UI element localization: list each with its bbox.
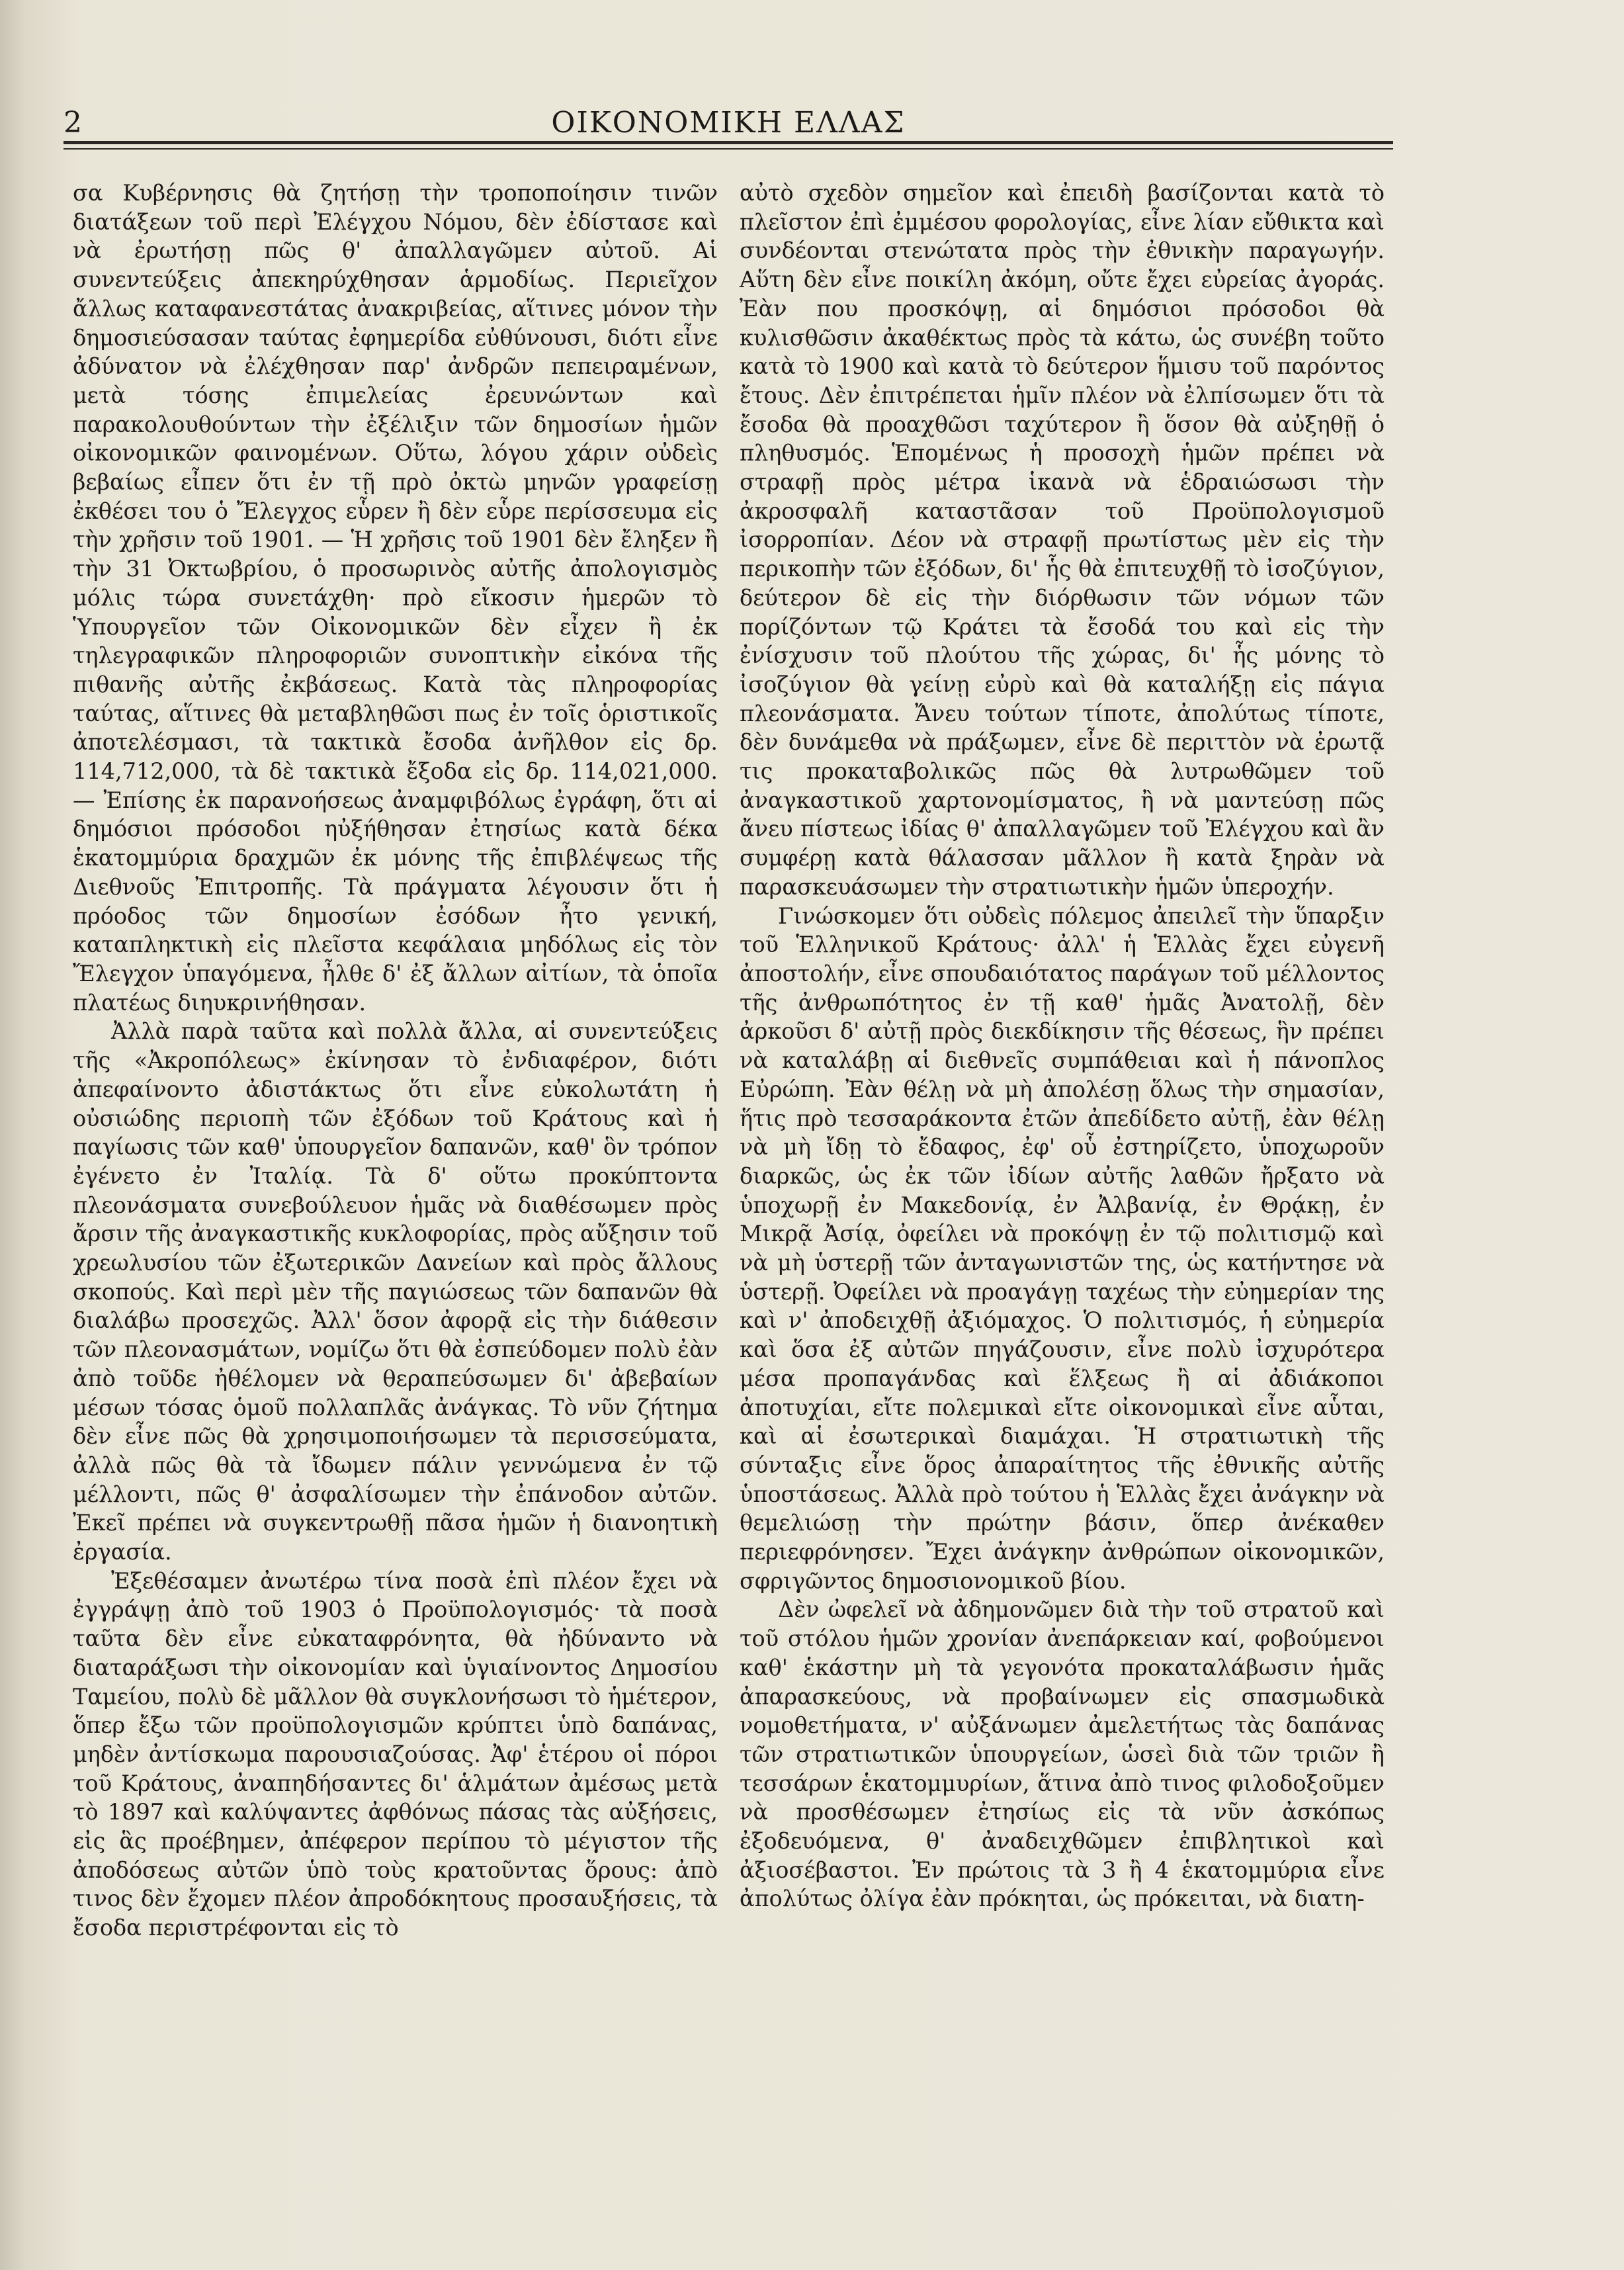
paragraph: Ἀλλὰ παρὰ ταῦτα καὶ πολλὰ ἄλλα, αἱ συνεντεύξεις τῆς «Ἀκροπόλεως» ἐκίνησαν τὸ ἐνδιαφέρον, διότι ἀπεφαίνοντο ἀδιστάκτως ὅτι εἶνε εὐκολωτάτη ἡ οὐσιώδης περιοπὴ τῶν ἐξόδων τοῦ Κράτους καὶ ἡ παγίωσις τῶν καθ' ὑπουργεῖον δαπανῶν, καθ' ὃν τρόπον ἐγένετο ἐν Ἰταλίᾳ. Τὰ δ' οὕτω προκύπτοντα πλεονάσματα συνεβούλευον ἡμᾶς νὰ διαθέσωμεν πρὸς ἄρσιν τῆς ἀναγκαστικῆς κυκλοφορίας, πρὸς αὔξησιν τοῦ χρεωλυσίου τῶν ἐξωτερικῶν Δανείων καὶ πρὸς ἄλλους σκοπούς. Καὶ περὶ μὲν τῆς παγιώσεως τῶν δαπανῶν θὰ διαλάβω προσεχῶς. Ἀλλ' ὅσον ἀφορᾷ εἰς τὴν διάθεσιν τῶν πλεονασμάτων, νομίζω ὅτι θὰ ἐσπεύδομεν πολὺ ἐὰν ἀπὸ τοῦδε ἠθέλομεν νὰ θεραπεύσωμεν δι' ἀβεβαίων μέσων τόσας ὁμοῦ πολλαπλᾶς ἀνάγκας. Τὸ νῦν ζήτημα δὲν εἶνε πῶς θὰ χρησιμοποιήσωμεν τὰ περισσεύματα, ἀλλὰ πῶς θὰ τὰ ἴδωμεν πάλιν γεννώμενα ἐν τῷ μέλλοντι, πῶς θ' ἀσφαλίσωμεν τὴν ἐπάνοδον αὐτῶν. Ἐκεῖ πρέπει νὰ συγκεντρωθῇ πᾶσα ἡμῶν ἡ διανοητικὴ ἐργασία. bbox=[73, 1018, 718, 1565]
header-rule-thin bbox=[64, 148, 1393, 150]
page-number: 2 bbox=[64, 106, 82, 140]
right-column bbox=[740, 179, 1385, 1913]
paragraph: αὐτὸ σχεδὸν σημεῖον καὶ ἐπειδὴ βασίζονται κατὰ τὸ πλεῖστον ἐπὶ ἐμμέσου φορολογίας, εἶνε λίαν εὔθικτα καὶ συνδέονται στενώτατα πρὸς τὴν ἐθνικὴν παραγωγήν. Αὕτη δὲν εἶνε ποικίλη ἀκόμη, οὔτε ἔχει εὐρείας ἀγοράς. Ἐὰν που προσκόψῃ, αἱ δημόσιοι πρόσοδοι θὰ κυλισθῶσιν ἀκαθέκτως πρὸς τὰ κάτω, ὡς συνέβη τοῦτο κατὰ τὸ 1900 καὶ κατὰ τὸ δεύτερον ἥμισυ τοῦ παρόντος ἔτους. Δὲν ἐπιτρέπεται ἡμῖν πλέον νὰ ἐλπίσωμεν ὅτι τὰ ἔσοδα θὰ προαχθῶσι ταχύτερον ἢ ὅσον θὰ αὐξηθῇ ὁ πληθυσμός. Ἑπομένως ἡ προσοχὴ ἡμῶν πρέπει νὰ στραφῇ πρὸς μέτρα ἱκανὰ νὰ ἑδραιώσωσι τὴν ἀκροσφαλῆ καταστᾶσαν τοῦ Προϋπολογισμοῦ ἰσορροπίαν. Δέον νὰ στραφῇ πρωτίστως μὲν εἰς τὴν περικοπὴν τῶν ἐξόδων, δι' ἧς θὰ ἐπιτευχθῇ τὸ ἰσοζύγιον, δεύτερον δὲ εἰς τὴν διόρθωσιν τῶν νόμων τῶν πορίζόντων τῷ Κράτει τὰ ἔσοδά του καὶ εἰς τὴν ἐνίσχυσιν τοῦ πλούτου τῆς χώρας, δι' ἧς μόνης τὸ ἰσοζύγιον θὰ γείνῃ εὐρὺ καὶ θὰ καταλήξῃ εἰς πάγια πλεονάσματα. Ἄνευ τούτων τίποτε, ἀπολύτως τίποτε, δὲν δυνάμεθα νὰ πράξωμεν, εἶνε δὲ περιττὸν νὰ ἐρωτᾷ τις προκαταβολικῶς πῶς θὰ λυτρωθῶμεν τοῦ ἀναγκαστικοῦ χαρτονομίσματος, ἢ νὰ μαντεύσῃ πῶς ἄνευ πίστεως ἰδίας θ' ἀπαλλαγῶμεν τοῦ Ἐλέγχου καὶ ἂν συμφέρῃ κατὰ θάλασσαν μᾶλλον ἢ κατὰ ξηρὰν νὰ παρασκευάσωμεν τὴν στρατιωτικὴν ἡμῶν ὑπεροχήν. bbox=[740, 180, 1385, 900]
paragraph: σα Κυβέρνησις θὰ ζητήσῃ τὴν τροποποίησιν τινῶν διατάξεων τοῦ περὶ Ἐλέγχου Νόμου, δὲν ἐδίστασε καὶ νὰ ἐρωτήσῃ πῶς θ' ἀπαλλαγῶμεν αὐτοῦ. Αἱ συνεντεύξεις ἀπεκηρύχθησαν ἁρμοδίως. Περιεῖχον ἄλλως καταφανεστάτας ἀνακριβείας, αἵτινες μόνον τὴν δημοσιεύσασαν ταύτας ἐφημερίδα εὐθύνουσι, διότι εἶνε ἀδύνατον νὰ ἐλέχθησαν παρ' ἀνδρῶν πεπειραμένων, μετὰ τόσης ἐπιμελείας ἐρευνώντων καὶ παρακολουθούντων τὴν ἐξέλιξιν τῶν δημοσίων ἡμῶν οἰκονομικῶν φαινομένων. Οὕτω, λόγου χάριν οὐδεὶς βεβαίως εἶπεν ὅτι ἐν τῇ πρὸ ὀκτὼ μηνῶν γραφείσῃ ἐκθέσει του ὁ Ἔλεγχος εὗρεν ἢ δὲν εὗρε περίσσευμα εἰς τὴν χρῆσιν τοῦ 1901. — Ἡ χρῆσις τοῦ 1901 δὲν ἔληξεν ἢ τὴν 31 Ὀκτωβρίου, ὁ προσωρινὸς αὐτῆς ἀπολογισμὸς μόλις τώρα συνετάχθη· πρὸ εἴκοσιν ἡμερῶν τὸ Ὑπουργεῖον τῶν Οἰκονομικῶν δὲν εἶχεν ἢ ἐκ τηλεγραφικῶν πληροφοριῶν συνοπτικὴν εἰκόνα τῆς πιθανῆς αὐτῆς ἐκβάσεως. Κατὰ τὰς πληροφορίας ταύτας, αἵτινες θὰ μεταβληθῶσι πως ἐν τοῖς ὁριστικοῖς ἀποτελέσμασι, τὰ τακτικὰ ἔσοδα ἀνῆλθον εἰς δρ. 114,712,000, τὰ δὲ τακτικὰ ἔξοδα εἰς δρ. 114,021,000. — Ἐπίσης ἐκ παρανοήσεως ἀναμφιβόλως ἐγράφη, ὅτι αἱ δημόσιοι πρόσοδοι ηὐξήθησαν ἐτησίως κατὰ δέκα ἑκατομμύρια δραχμῶν ἐκ μόνης τῆς ἐπιβλέψεως τῆς Διεθνοῦς Ἐπιτροπῆς. Τὰ πράγματα λέγουσιν ὅτι ἡ πρόοδος τῶν δημοσίων ἐσόδων ἦτο γενική, καταπληκτικὴ εἰς πλεῖστα κεφάλαια μηδόλως εἰς τὸν Ἔλεγχον ὑπαγόμενα, ἦλθε δ' ἐξ ἄλλων αἰτίων, τὰ ὁποῖα πλατέως διηυκρινήθησαν. bbox=[73, 180, 718, 1016]
left-column bbox=[73, 179, 718, 1943]
running-title: ΟΙΚΟΝΟΜΙΚΗ ΕΛΛΑΣ bbox=[551, 106, 906, 140]
header-rule-thick bbox=[64, 141, 1393, 144]
paragraph: Ἐξεθέσαμεν ἀνωτέρω τίνα ποσὰ ἐπὶ πλέον ἔχει νὰ ἐγγράψῃ ἀπὸ τοῦ 1903 ὁ Προϋπολογισμός· τὰ ποσὰ ταῦτα δὲν εἶνε εὐκαταφρόνητα, θὰ ἠδύναντο νὰ διαταράξωσι τὴν οἰκονομίαν καὶ ὑγιαίνοντος Δημοσίου Ταμείου, πολὺ δὲ μᾶλλον θὰ συγκλονήσωσι τὸ ἡμέτερον, ὅπερ ἔξω τῶν προϋπολογισμῶν κρύπτει ὑπὸ δαπάνας, μηδὲν ἀντίσκωμα παρουσιαζούσας. Ἀφ' ἑτέρου οἱ πόροι τοῦ Κράτους, ἀναπηδήσαντες δι' ἁλμάτων ἀμέσως μετὰ τὸ 1897 καὶ καλύψαντες ἀφθόνως πάσας τὰς αὐξήσεις, εἰς ἃς προέβημεν, ἀπέφερον περίπου τὸ μέγιστον τῆς ἀποδόσεως αὐτῶν ὑπὸ τοὺς κρατοῦντας ὅρους: ἀπὸ τινος δὲν ἔχομεν πλέον ἀπροδόκητους προσαυξήσεις, τὰ ἔσοδα περιστρέφονται εἰς τὸ bbox=[73, 1567, 718, 1941]
paragraph: Δὲν ὠφελεῖ νὰ ἀδημονῶμεν διὰ τὴν τοῦ στρατοῦ καὶ τοῦ στόλου ἡμῶν χρονίαν ἀνεπάρκειαν καί, φοβούμενοι καθ' ἑκάστην μὴ τὰ γεγονότα προκαταλάβωσιν ἡμᾶς ἀπαρασκεύους, νὰ προβαίνωμεν εἰς σπασμωδικὰ νομοθετήματα, ν' αὐξάνωμεν ἀμελετήτως τὰς δαπάνας τῶν στρατιωτικῶν ὑπουργείων, ὡσεὶ διὰ τῶν τριῶν ἢ τεσσάρων ἑκατομμυρίων, ἅτινα ἀπὸ τινος φιλοδοξοῦμεν νὰ προσθέσωμεν ἐτησίως εἰς τὰ νῦν ἀσκόπως ἐξοδευόμενα, θ' ἀναδειχθῶμεν ἐπιβλητικοὶ καὶ ἀξιοσέβαστοι. Ἐν πρώτοις τὰ 3 ἢ 4 ἑκατομμύρια εἶνε ἀπολύτως ὀλίγα ἐὰν πρόκηται, ὡς πρόκειται, νὰ διατη- bbox=[740, 1596, 1385, 1912]
page-header bbox=[64, 99, 1393, 146]
paragraph: Γινώσκομεν ὅτι οὐδεὶς πόλεμος ἀπειλεῖ τὴν ὕπαρξιν τοῦ Ἑλληνικοῦ Κράτους· ἀλλ' ἡ Ἑλλὰς ἔχει εὐγενῆ ἀποστολήν, εἶνε σπουδαιότατος παράγων τοῦ μέλλοντος τῆς ἀνθρωπότητος ἐν τῇ καθ' ἡμᾶς Ἀνατολῇ, δὲν ἀρκοῦσι δ' αὐτῇ πρὸς διεκδίκησιν τῆς θέσεως, ἣν πρέπει νὰ καταλάβῃ αἱ διεθνεῖς συμπάθειαι καὶ ἡ πάνοπλος Εὐρώπη. Ἐὰν θέλῃ νὰ μὴ ἀπολέσῃ ὅλως τὴν σημασίαν, ἥτις πρὸ τεσσαράκοντα ἐτῶν ἀπεδίδετο αὐτῇ, ἐὰν θέλῃ νὰ μὴ ἴδῃ τὸ ἔδαφος, ἐφ' οὗ ἐστηρίζετο, ὑποχωροῦν διαρκῶς, ὡς ἐκ τῶν ἰδίων αὐτῆς λαθῶν ἤρξατο νὰ ὑποχωρῇ ἐν Μακεδονίᾳ, ἐν Ἀλβανίᾳ, ἐν Θρᾴκῃ, ἐν Μικρᾷ Ἀσίᾳ, ὀφείλει νὰ προκόψῃ ἐν τῷ πολιτισμῷ καὶ νὰ μὴ ὑστερῇ τῶν ἀνταγωνιστῶν της, ὡς κατήντησε νὰ ὑστερῇ. Ὀφείλει νὰ προαγάγῃ ταχέως τὴν εὐημερίαν της καὶ ν' ἀποδειχθῇ ἀξιόμαχος. Ὁ πολιτισμός, ἡ εὐημερία καὶ ὅσα ἐξ αὐτῶν πηγάζουσιν, εἶνε πολὺ ἰσχυρότερα μέσα προπαγάνδας καὶ ἕλξεως ἢ αἱ ἀδιάκοποι ἀποτυχίαι, εἴτε πολεμικαὶ εἴτε οἰκονομικαὶ εἶνε αὗται, καὶ αἱ ἐσωτερικαὶ διαμάχαι. Ἡ στρατιωτικὴ τῆς σύνταξις εἶνε ὅρος ἀπαραίτητος τῆς ἐθνικῆς αὐτῆς ὑποστάσεως. Ἀλλὰ πρὸ τούτου ἡ Ἑλλὰς ἔχει ἀνάγκην νὰ θεμελιώσῃ τὴν πρώτην βάσιν, ὅπερ ἀνέκαθεν περιεφρόνησεν. Ἔχει ἀνάγκην ἀνθρώπων οἰκονομικῶν, σφριγῶντος δημοσιονομικοῦ βίου. bbox=[740, 902, 1385, 1594]
